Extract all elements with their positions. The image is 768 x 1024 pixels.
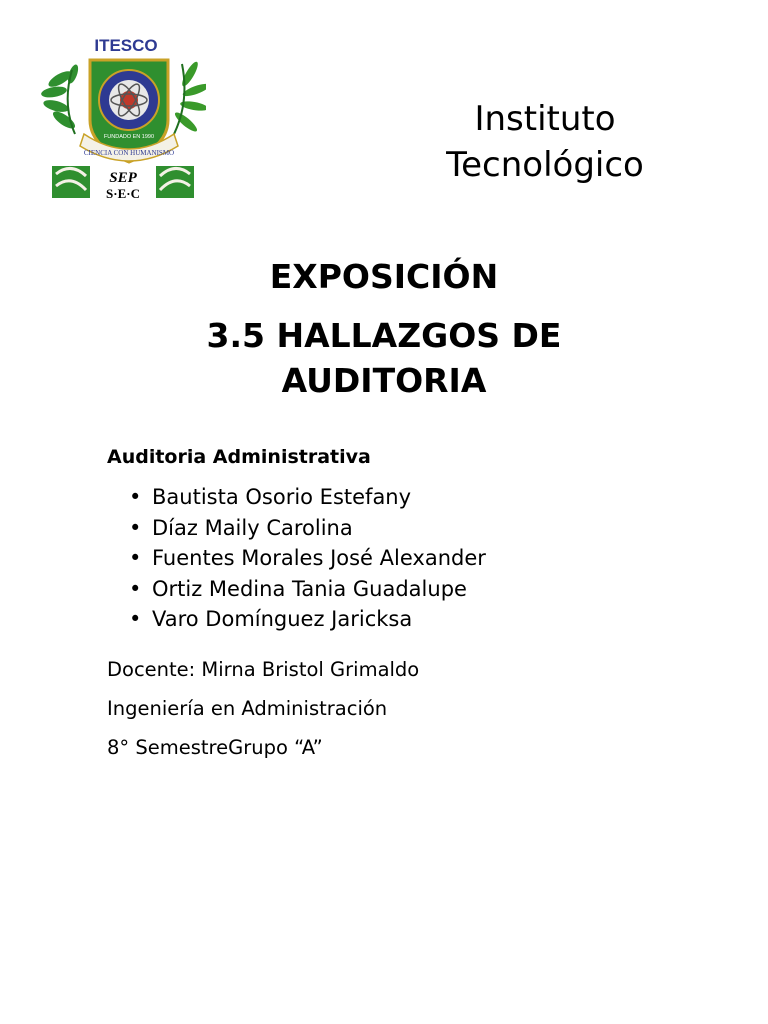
sep-emblem-icon xyxy=(52,166,194,201)
left-palm-icon xyxy=(40,63,80,134)
bullet-icon: • xyxy=(129,485,142,509)
institute-line-1: Instituto xyxy=(474,99,616,139)
group-line: 8° SemestreGrupo “A” xyxy=(107,736,323,759)
bullet-icon: • xyxy=(129,576,142,601)
bullet-icon: • xyxy=(129,607,142,631)
member-name: Fuentes Morales José Alexander xyxy=(152,546,486,570)
career-line: Ingeniería en Administración xyxy=(107,697,388,720)
members-list xyxy=(107,482,486,635)
seal-founded: FUNDADO EN 1990 xyxy=(103,134,155,140)
subject-heading: Auditoria Administrativa xyxy=(107,446,371,468)
logo-acronym: ITESCO xyxy=(94,36,158,55)
list-item xyxy=(107,604,486,635)
sep-text: SEP xyxy=(109,170,137,186)
institute-heading xyxy=(400,96,690,188)
itesco-logo xyxy=(40,34,206,204)
teacher-line: Docente: Mirna Bristol Grimaldo xyxy=(107,658,420,681)
member-name: Varo Domínguez Jaricksa xyxy=(152,607,413,631)
document-title: EXPOSICIÓN xyxy=(269,257,499,296)
bullet-icon: • xyxy=(129,515,142,540)
sec-text: S·E·C xyxy=(106,186,140,201)
institute-line-2: Tecnológico xyxy=(446,145,644,185)
bullet-icon: • xyxy=(129,546,142,570)
itesco-seal-graphic xyxy=(40,34,206,204)
list-item xyxy=(107,574,486,605)
document-topic: 3.5 HALLAZGOS DE AUDITORIA xyxy=(206,316,562,400)
list-item xyxy=(107,513,486,544)
list-item xyxy=(107,543,486,574)
member-name: Bautista Osorio Estefany xyxy=(152,485,412,509)
seal-motto: CIENCIA CON HUMANISMO xyxy=(83,149,175,157)
member-name: Díaz Maily Carolina xyxy=(152,515,353,540)
right-palm-icon xyxy=(172,60,206,138)
list-item xyxy=(107,482,486,513)
member-name: Ortiz Medina Tania Guadalupe xyxy=(152,576,467,601)
